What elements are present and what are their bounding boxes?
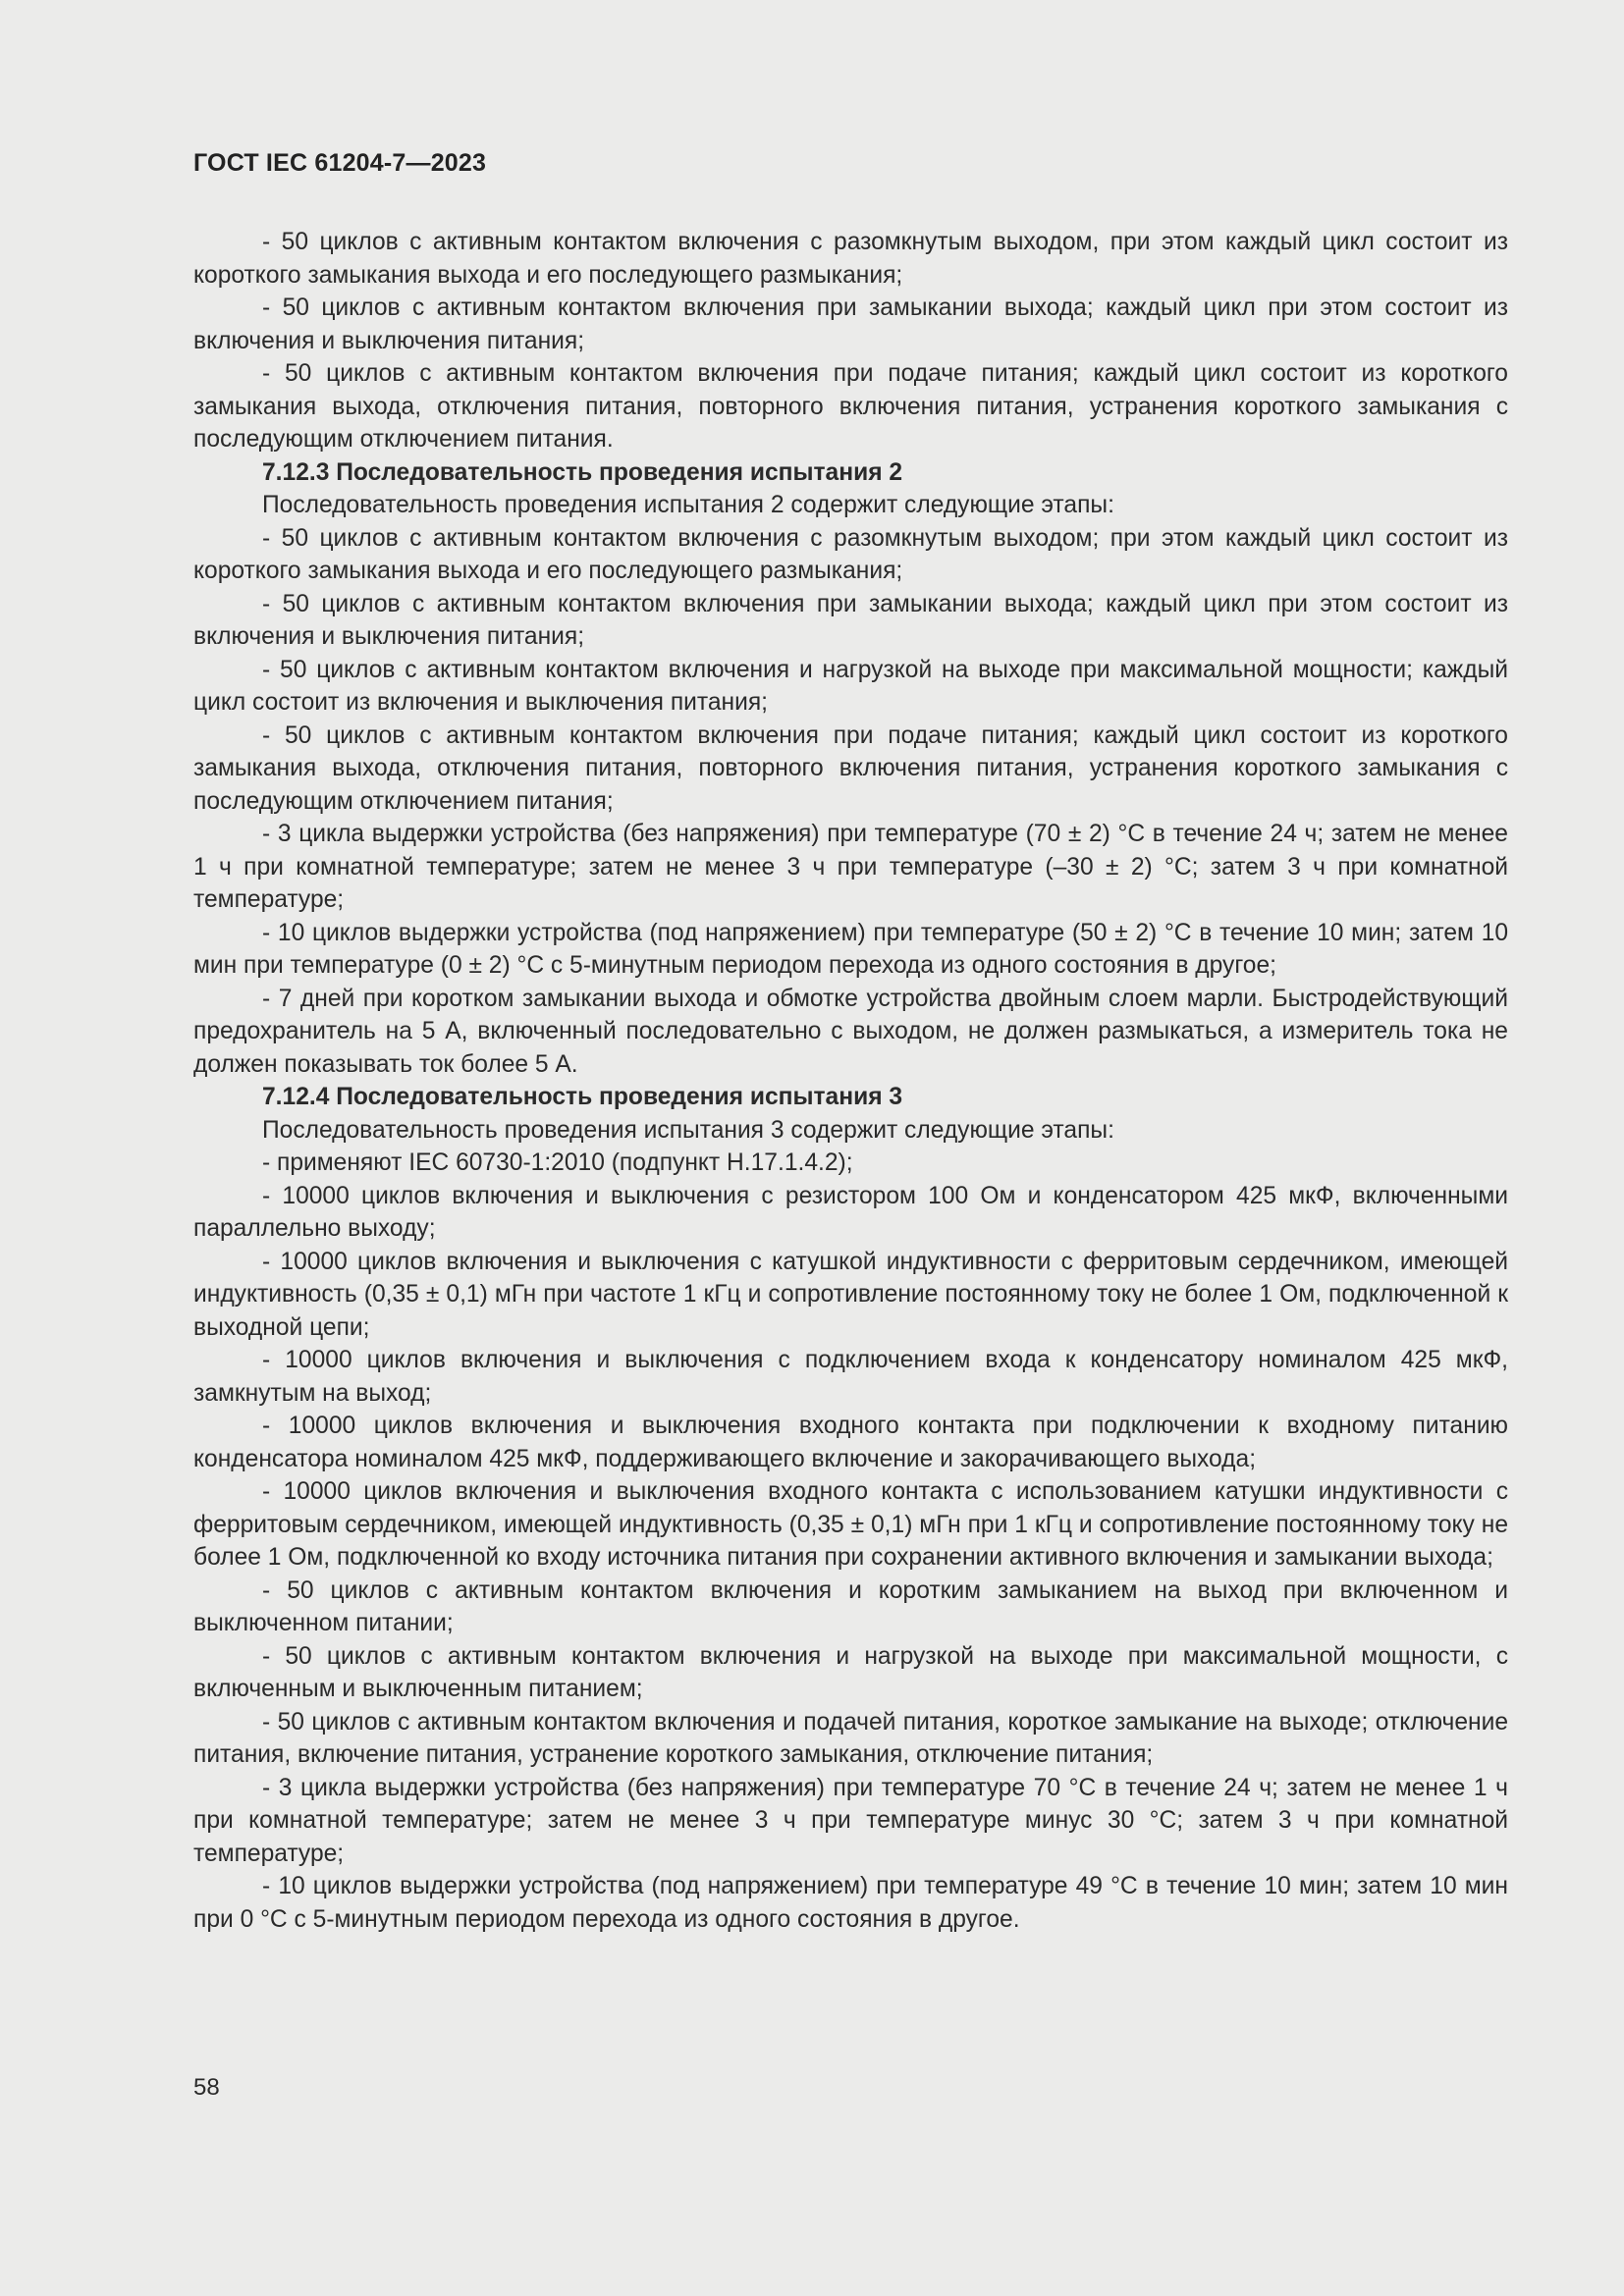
section-heading: 7.12.3 Последовательность проведения испытания 2 bbox=[262, 458, 903, 486]
list-item: - 10000 циклов включения и выключения с подключением входа к конденсатору номиналом 425 мкФ, замкнутым на выход; bbox=[193, 1347, 1508, 1407]
list-item: - 50 циклов с активным контактом включения с разомкнутым выходом, при этом каждый цикл состоит из короткого замыкания выхода и его последующего размыкания; bbox=[193, 229, 1508, 289]
list-item: - 10000 циклов включения и выключения входного контакта при подключении к входному питанию конденсатора номиналом 425 мкФ, поддерживающего включение и закорачивающего выхода; bbox=[193, 1413, 1508, 1472]
document-body bbox=[193, 226, 1508, 1936]
section-heading: 7.12.4 Последовательность проведения испытания 3 bbox=[262, 1084, 903, 1110]
paragraph: Последовательность проведения испытания 3 содержит следующие этапы: bbox=[262, 1116, 1114, 1144]
document-header: ГОСТ IEC 61204-7—2023 bbox=[193, 149, 487, 177]
list-item: - 7 дней при коротком замыкании выхода и обмотке устройства двойным слоем марли. Быстродействующий предохранитель на 5 А, включенный последовательно с выходом, не должен размыкаться, а измеритель тока не должен показывать ток более 5 А. bbox=[193, 985, 1508, 1078]
list-item: - 50 циклов с активным контактом включения с разомкнутым выходом; при этом каждый цикл состоит из короткого замыкания выхода и его последующего размыкания; bbox=[193, 524, 1508, 584]
list-item: - 50 циклов с активным контактом включения и коротким замыканием на выход при включенном и выключенном питании; bbox=[193, 1576, 1508, 1636]
page-number: 58 bbox=[193, 2074, 220, 2101]
list-item: - 50 циклов с активным контактом включения и нагрузкой на выходе при максимальной мощности; каждый цикл состоит из включения и выключения питания; bbox=[193, 656, 1508, 716]
list-item: - 50 циклов с активным контактом включения при подаче питания; каждый цикл состоит из короткого замыкания выхода, отключения питания, повторного включения питания, устранения короткого замыкания с последующим отключением питания; bbox=[193, 721, 1508, 815]
list-item: - 50 циклов с активным контактом включения и подачей питания, короткое замыкание на выходе; отключение питания, включение питания, устранение короткого замыкания, отключение питания; bbox=[193, 1708, 1508, 1768]
list-item: - 50 циклов с активным контактом включения при замыкании выхода; каждый цикл при этом состоит из включения и выключения питания; bbox=[193, 590, 1508, 650]
list-item: - 10 циклов выдержки устройства (под напряжением) при температуре 49 °С в течение 10 мин; затем 10 мин при 0 °С с 5-минутным периодом перехода из одного состояния в другое. bbox=[193, 1873, 1508, 1933]
list-item: - 10000 циклов включения и выключения с катушкой индуктивности с ферритовым сердечником, имеющей индуктивность (0,35 ± 0,1) мГн при частоте 1 кГц и сопротивление постоянному току не более 1 Ом, подключенной к выходной цепи; bbox=[193, 1248, 1508, 1341]
list-item: - 10000 циклов включения и выключения с резистором 100 Ом и конденсатором 425 мкФ, включенными параллельно выходу; bbox=[193, 1182, 1508, 1242]
list-item: - 10 циклов выдержки устройства (под напряжением) при температуре (50 ± 2) °С в течение 10 мин; затем 10 мин при температуре (0 ± 2) °С с 5-минутным периодом перехода из одного состояния в другое; bbox=[193, 919, 1508, 979]
list-item: - применяют IEC 60730-1:2010 (подпункт Н.17.1.4.2); bbox=[262, 1149, 853, 1176]
list-item: - 50 циклов с активным контактом включения при подаче питания; каждый цикл состоит из короткого замыкания выхода, отключения питания, повторного включения питания, устранения короткого замыкания с последующим отключением питания. bbox=[193, 360, 1508, 453]
list-item: - 3 цикла выдержки устройства (без напряжения) при температуре (70 ± 2) °С в течение 24 ч; затем не менее 1 ч при комнатной температуре; затем не менее 3 ч при температуре (–30 ± 2) °С; затем 3 ч при комнатной температуре; bbox=[193, 821, 1508, 913]
list-item: - 50 циклов с активным контактом включения при замыкании выхода; каждый цикл при этом состоит из включения и выключения питания; bbox=[193, 294, 1508, 354]
list-item: - 50 циклов с активным контактом включения и нагрузкой на выходе при максимальной мощности, с включенным и выключенным питанием; bbox=[193, 1642, 1508, 1702]
list-item: - 3 цикла выдержки устройства (без напряжения) при температуре 70 °С в течение 24 ч; затем не менее 1 ч при комнатной температуре; затем не менее 3 ч при температуре минус 30 °С; затем 3 ч при комнатной температуре; bbox=[193, 1774, 1508, 1867]
list-item: - 10000 циклов включения и выключения входного контакта с использованием катушки индуктивности с ферритовым сердечником, имеющей индуктивность (0,35 ± 0,1) мГн при 1 кГц и сопротивление постоянному току не более 1 Ом, подключенной ко входу источника питания при сохранении активного включения и замыкании выхода; bbox=[193, 1478, 1508, 1571]
paragraph: Последовательность проведения испытания 2 содержит следующие этапы: bbox=[262, 492, 1114, 518]
